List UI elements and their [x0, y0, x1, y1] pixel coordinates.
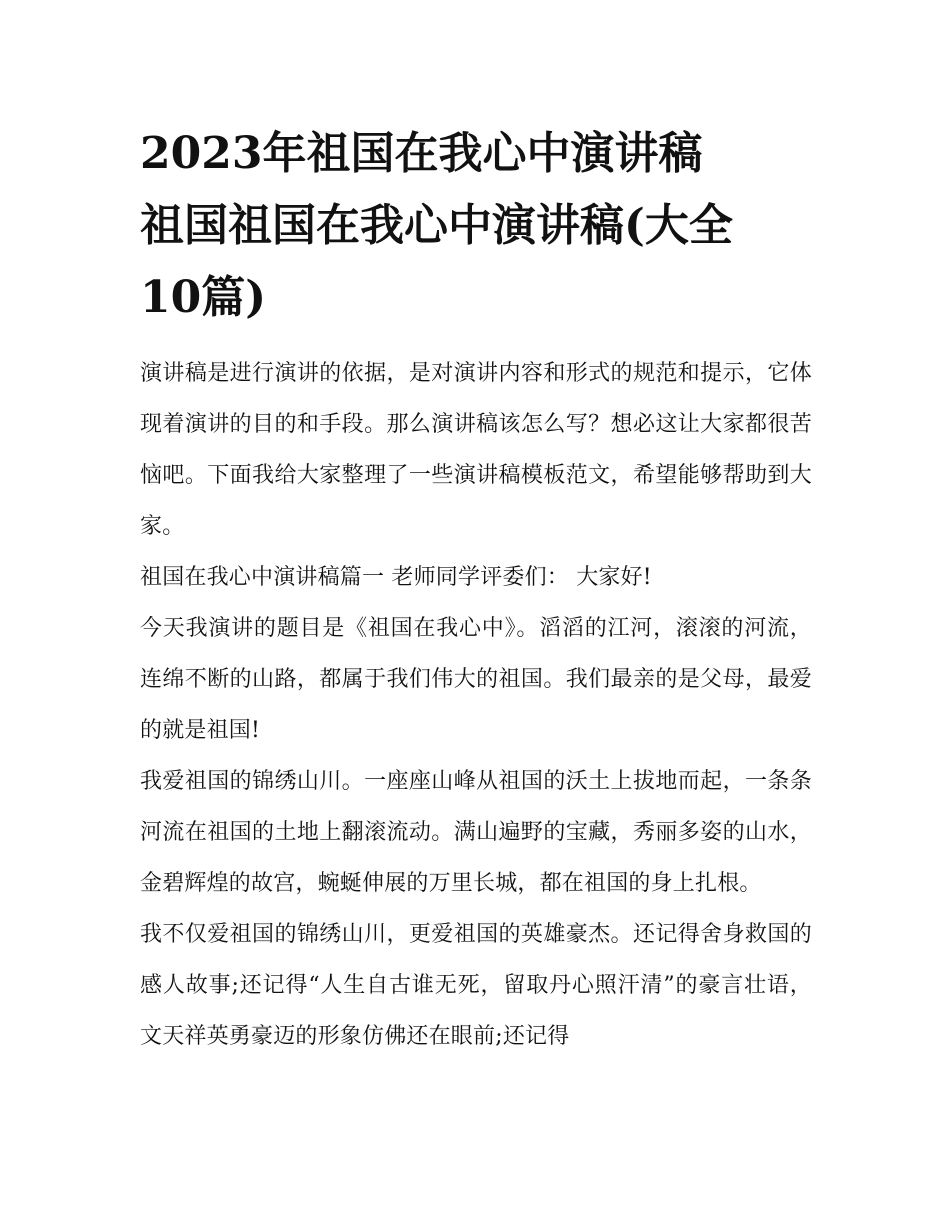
document-title — [140, 118, 812, 334]
body-paragraph: 我不仅爱祖国的锦绣山川，更爱祖国的英雄豪杰。还记得舍身救国的感人故事;还记得“人生自古谁无死，留取丹心照汗清”的豪言壮语，文天祥英勇豪迈的形象仿佛还在眼前;还记得 — [140, 922, 812, 1049]
title-line: 10篇) — [140, 272, 267, 323]
document-content — [140, 118, 812, 1062]
intro-paragraph: 演讲稿是进行演讲的依据，是对演讲内容和形式的规范和提示，它体现着演讲的目的和手段。那么演讲稿该怎么写？想必这让大家都很苦恼吧。下面我给大家整理了一些演讲稿模板范文，希望能够帮助到大家。 — [140, 361, 812, 539]
body-paragraph: 今天我演讲的题目是《祖国在我心中》。滔滔的江河，滚滚的河流，连绵不断的山路，都属于我们伟大的祖国。我们最亲的是父母，最爱的就是祖国! — [140, 616, 812, 743]
title-line: 2023年祖国在我心中演讲稿 — [140, 128, 703, 179]
body-paragraph: 我爱祖国的锦绣山川。一座座山峰从祖国的沃土上拔地而起，一条条河流在祖国的土地上翻滚流动。满山遍野的宝藏，秀丽多姿的山水，金碧辉煌的故宫，蜿蜒伸展的万里长城，都在祖国的身上扎根。 — [140, 769, 812, 896]
speech-heading-paragraph: 祖国在我心中演讲稿篇一 老师同学评委们： 大家好! — [140, 565, 652, 590]
title-line: 祖国祖国在我心中演讲稿(大全 — [140, 200, 733, 251]
